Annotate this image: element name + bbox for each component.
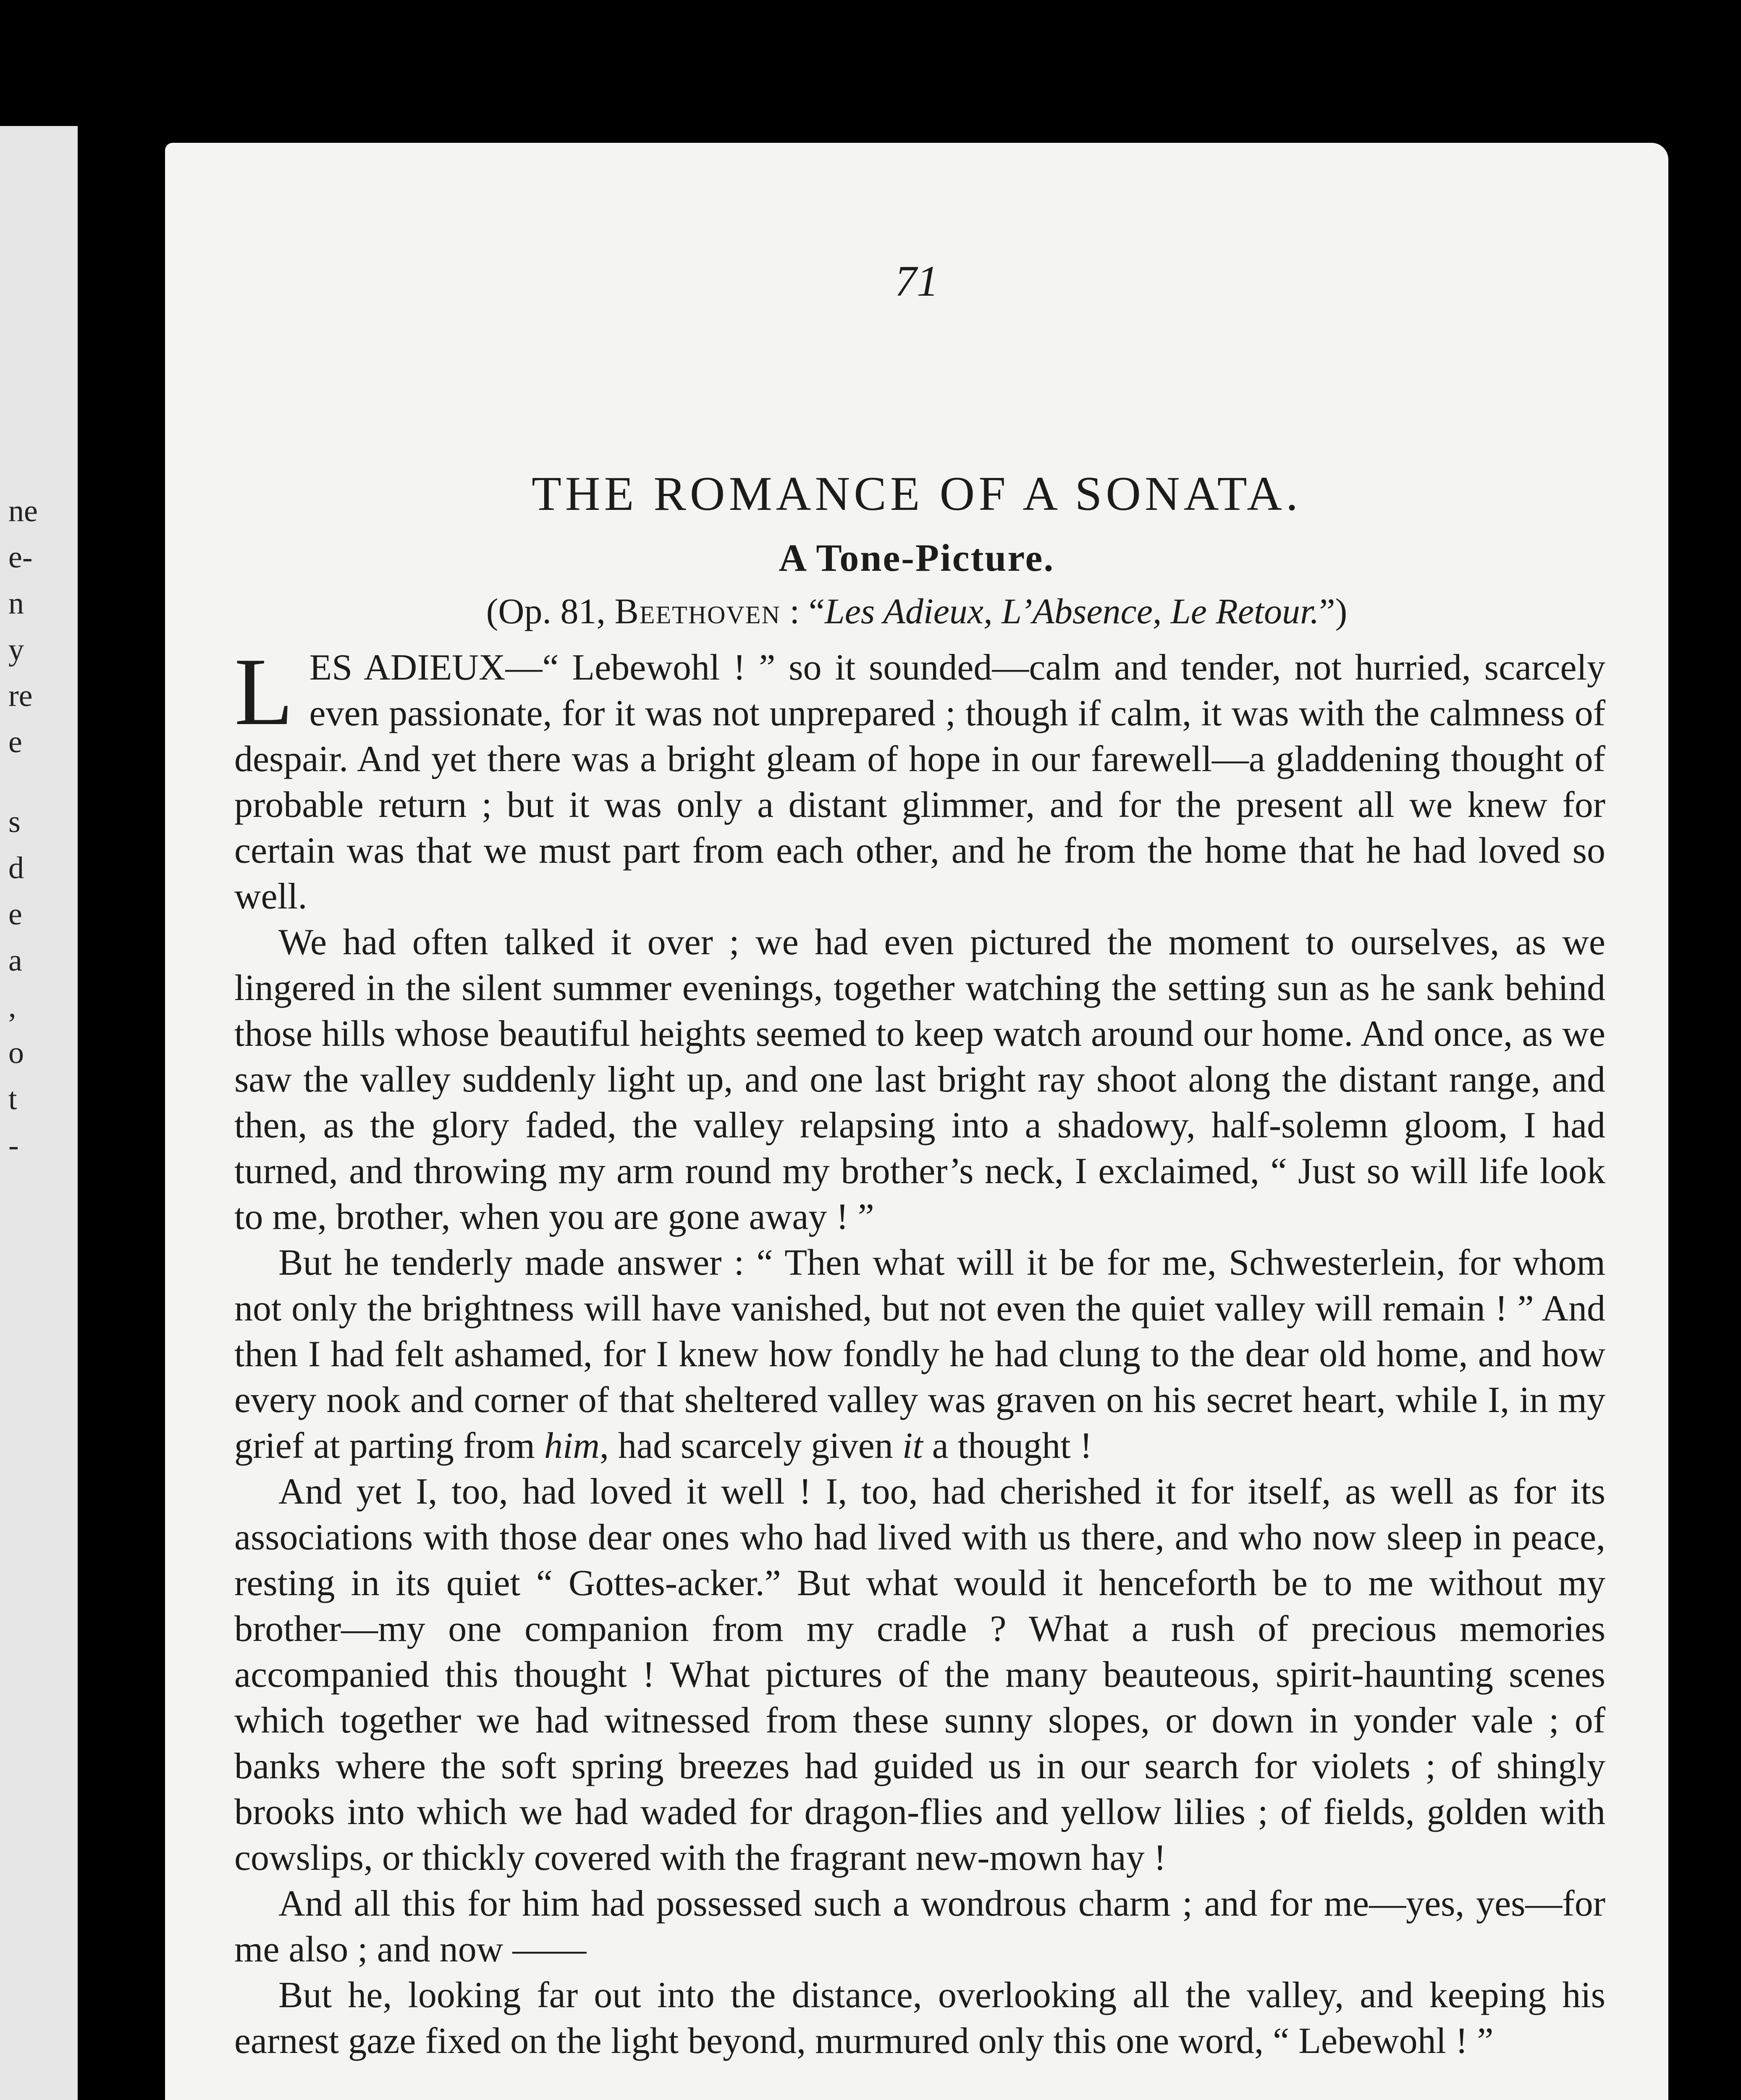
paragraph-5: And all this for him had possessed such a wondrous charm ; and for me—yes, yes—for me also ; and now ——: [234, 1883, 1605, 1970]
paragraph-4: And yet I, too, had loved it well ! I, too, had cherished it for itself, as well as for its associations with those dear ones who had lived with us there, and who now sleep in peace, resting in its quiet “ Gottes-acker.” But what would it henceforth be to me without my brother—my one companion from my cradle ? What a rush of precious memories accompanied this thought ! What pictures of the many beauteous, spirit-haunting scenes which together we had witnessed from these sunny slopes, or down in yonder vale ; of banks where the soft spring breezes had guided us in our search for violets ; of shingly brooks into which we had waded for dragon-flies and yellow lilies ; of fields, golden with cowslips, or thickly covered with the fragrant new-mown hay !: [234, 1471, 1605, 1878]
left-page-fragment: e: [8, 897, 22, 932]
paragraph-3: [234, 1240, 1605, 1469]
left-page-fragment: ,: [8, 990, 16, 1024]
paragraph-2: We had often talked it over ; we had even pictured the moment to ourselves, as we lingered in the silent summer evenings, together watching the setting sun as he sank behind those hills whose beautiful heights seemed to keep watch around our home. And once, as we saw the valley suddenly light up, and one last bright ray shoot along the distant range, and then, as the glory faded, the valley relapsing into a shadowy, half-solemn gloom, I had turned, and throwing my arm round my brother’s neck, I exclaimed, “ Just so will life look to me, brother, when you are gone away ! ”: [234, 922, 1605, 1237]
page-subtitle: A Tone-Picture.: [779, 536, 1055, 579]
paragraph-1-text: ES ADIEUX—“ Lebewohl ! ” so it sounded—calm and tender, not hurried, scarcely even passionate, for it was not unprepared ; though if calm, it was with the calmness of despair. And yet there was a bright gleam of hope in our farewell—a gladdening thought of probable return ; but it was only a distant glimmer, and for the present all we knew for certain was that we must part from each other, and he from the home that he had loved so well.: [234, 647, 1605, 917]
page-title: THE ROMANCE OF A SONATA.: [531, 467, 1302, 521]
paragraph-3-text-a: But he tenderly made answer : “ Then what will it be for me, Schwesterlein, for whom not only the brightness will have vanished, but not even the quiet valley will remain ! ” And then I had felt ashamed, for I knew how fondly he had clung to the dear old home, and how every nook and corner of that sheltered valley was graven on his secret heart, while I, in my grief at parting from: [234, 1242, 1605, 1466]
opus-line: [165, 590, 1668, 632]
left-page-fragment: t: [8, 1082, 17, 1116]
emphasis-it: it: [902, 1425, 923, 1466]
left-page-fragment: y: [8, 633, 24, 667]
emphasis-him: him: [544, 1425, 600, 1466]
left-page-fragment: n: [8, 586, 24, 621]
left-page-fragment: e: [8, 725, 22, 759]
opus-suffix: ”): [1319, 591, 1348, 631]
opus-titles: Les Adieux, L’Absence, Le Retour.: [824, 591, 1319, 631]
paragraph-1: [234, 638, 1605, 919]
opus-mid: : “: [780, 591, 825, 631]
left-page-edge: [0, 126, 78, 2100]
paragraph-6: But he, looking far out into the distance, overlooking all the valley, and keeping his earnest gaze fixed on the light beyond, murmured only this one word, “ Lebewohl ! ”: [234, 1975, 1605, 2061]
left-page-fragment: d: [8, 851, 24, 885]
left-page-fragment: a: [8, 943, 22, 978]
left-page-fragment: re: [8, 679, 33, 713]
page-number: 71: [895, 257, 939, 305]
left-page-fragment: e-: [8, 540, 33, 575]
body-text: [234, 638, 1605, 2064]
paragraph-3-text-b: , had scarcely given: [599, 1425, 902, 1466]
left-page-fragment: -: [8, 1128, 19, 1163]
opus-composer: Beethoven: [614, 591, 781, 631]
left-page-fragment: o: [8, 1036, 24, 1070]
opus-prefix: (Op. 81,: [486, 591, 615, 631]
book-page: [165, 143, 1668, 2100]
drop-cap: L: [234, 638, 294, 745]
left-page-fragment: s: [8, 805, 21, 839]
paragraph-3-text-c: a thought !: [923, 1425, 1092, 1466]
left-page-fragment: ne: [8, 494, 38, 528]
